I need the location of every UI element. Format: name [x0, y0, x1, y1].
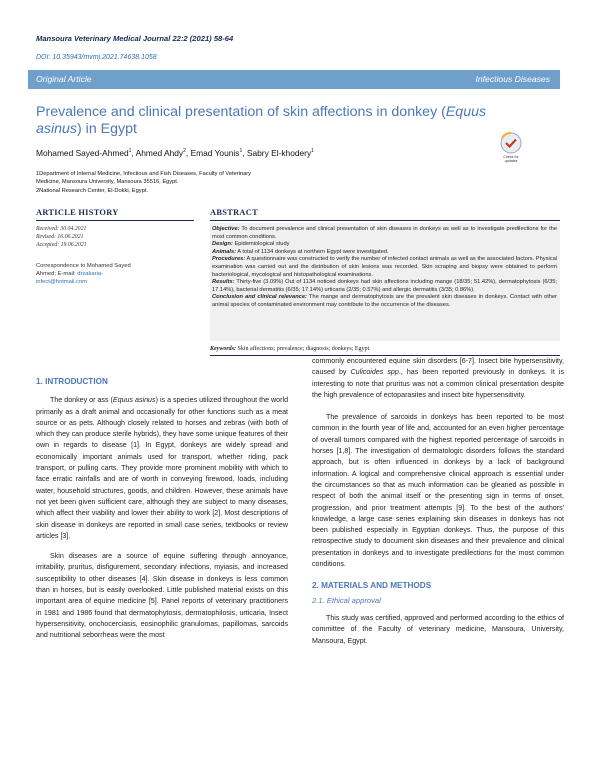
abstract-item: Procedures: A questionnaire was constructed to verify the number of infected contact animals as well as the associated factors. Physical examination was carried out and the distribution of skin lesions was recorded. Skin scraping and biopsy were obtained to perform bacteriological, mycological and histopathological examinations. — [212, 256, 557, 278]
affiliation-line: Medicine, Mansoura University, Mansoura 35516, Egypt. — [36, 179, 179, 186]
abstract-item: Animals: A total of 1134 donkeys at northern Egypt were investigated. — [212, 248, 389, 255]
abstract-heading: ABSTRACT — [210, 208, 259, 217]
affiliation-line: 1Department of Internal Medicine, Infectious and Fish Diseases, Faculty of Veterinary — [36, 171, 251, 177]
left-column — [36, 376, 288, 642]
badge-line-2: updates — [504, 159, 518, 164]
affiliation-line: 2National Research Center, El-Dokki, Egypt. — [36, 187, 148, 194]
abstract-item: Results: Thirty-five (3.09%) Out of 1134 noticed donkeys had skin affections including mange (18/35; 51.42%), dermatophytosis (6/35; 17.14%), bacterial dermatitis (6/35; 17.14%) urticaria (2/35; 0.57%) and allergic dermatitis (3/35; 0.86%). — [212, 279, 557, 293]
page-title: Prevalence and clinical presentation of skin affections in donkey (Equus asinus) in Egypt — [36, 104, 487, 137]
accepted-date: Accepted: 19.06.2021 — [36, 242, 87, 249]
received-date: Received: 30.04.2021 — [36, 226, 87, 232]
abstract-text — [212, 226, 557, 310]
check-for-updates-badge[interactable] — [496, 132, 526, 168]
email-link[interactable]: infect@hotmail.com — [36, 279, 87, 286]
email-link[interactable]: drzakaria- — [77, 271, 104, 278]
article-history — [36, 225, 87, 250]
abstract-item: Conclusion and clinical relevance: The mange and dermatophytosis are the prevalent skin diseases in donkeys. Contact with other animal species of contaminated environment may contribute to the occurrence of the diseases. — [212, 294, 557, 308]
author-name: Ahmed Ahdy — [135, 148, 184, 158]
author-name: Sabry El-khodery — [246, 148, 312, 158]
author-name: Emad Younis — [190, 148, 240, 158]
doi-link[interactable]: DOI: 10.35943/mvmj.2021.74638.1058 — [36, 54, 157, 61]
introduction-heading: 1. INTRODUCTION — [36, 377, 108, 386]
revised-date: Revised: 16.06.2021 — [36, 234, 84, 241]
keywords: Keywords: Skin affections; prevalence; diagnosis; donkeys; Egypt — [210, 346, 370, 352]
article-type-banner — [28, 70, 560, 89]
correspondence: Correspondence to Mohamed Sayed Ahmed; E-mail: drzakaria- infect@hotmail.com — [36, 263, 131, 286]
history-divider — [36, 220, 194, 221]
paragraph: The prevalence of sarcoids in donkeys has been reported to be most common in the fourth year of life and, accounted for an even higher percentage of overall tumors compared with the highest reported percentage of sarcoids in horses [1,8]. The investigation of dermatologic disorders follows the standard approach, but is often influenced in donkeys by a lack of background information. A logical and comprehensive clinical approach is essential under the circumstances so that as much information can be gleaned as possible in respect of both the animal itself or the presenting sign in terms of onset, progression, and prior treatment attempts [9]. To the best of the authors' knowledge, a large case series explaining skin diseases in donkeys has not been published especially in Egyptian donkeys. Thus, the purpose of this retrospective study to document skin diseases and their prevalence and clinical presentation in donkeys and to investigate predilections for the most common conditions. — [312, 413, 564, 569]
article-history-heading: ARTICLE HISTORY — [36, 208, 119, 217]
abstract-item: Design: Epidemiological study — [212, 241, 290, 248]
author-list: Mohamed Sayed-Ahmed$^1$, Ahmed Ahdy$^2$, Emad Younis$^1$, Sabry El-khodery$^1$ — [36, 148, 314, 158]
abstract-item: Objective: To document prevalence and clinical presentation of skin diseases in donkeys as well as to investigate predilections for the most common conditions. — [212, 226, 557, 240]
abstract-divider — [210, 220, 560, 221]
author-name: Mohamed Sayed-Ahmed — [36, 148, 129, 158]
article-type-label: Original Article — [36, 74, 92, 84]
right-column — [312, 356, 564, 647]
methods-heading: 2. MATERIALS AND METHODS — [312, 581, 432, 591]
paragraph: commonly encountered equine skin disorders [6-7]. Insect bite hypersensitivity, caused by Culicoides spp., has been reported previously in donkeys. It is interesting to note that pruritus was not a common clinical presentation despite the high prevalence of ectoparasites and insect bite hypersensitivity. — [312, 357, 565, 399]
journal-citation: Mansoura Veterinary Medical Journal 22:2 (2021) 58-64 — [36, 34, 234, 43]
paragraph: Skin diseases are a source of equine suffering through annoyance, irritability, pruritus, disfigurement, secondary infections, myiasis, and increased susceptibility to other diseases [4]. Skin disease in donkeys is less common than in horses, but is easily overlooked. Little published material exists on this important area of equine medicine [5]. Panel reports of veterinary practitioners in 1981 and 1986 found that dermatophytosis, dermatophilosis, urticaria, Insect hypersensitivity, onchocerciasis, eosinophilic granulomas, papillomas, sarcoids and nutritional seborrheas were the most — [36, 552, 288, 640]
paragraph: The donkey or ass (Equus asinus) is a species utilized throughout the world primarily as a draft animal and occasionally for other functions such as a meat source or as pets. Although closely related to horses and zebras (with both of which they can produce sterile hybrids), they have some unique features of their own in regards to disease [1]. In Egypt, donkeys are widely spread and economically important animals used for transport, whether riding, pack transport, or pulling carts. They provide more prominent mobility with which to face erratic rainfalls and are of worth in conveying firewood, loads, including water, household structures, goods, and children. However, these animals have not yet been given sufficient care, although they are subject to many diseases, which affect their viability and lower their ability to work [2]. Most descriptions of skin disease in donkeys are reported in small case series, textbooks or review articles [3]. — [36, 396, 289, 540]
ethical-approval-heading: 2.1. Ethical approval — [312, 595, 381, 605]
paragraph: This study was certified, approved and performed according to the ethics of committee of the Faculty of veterinary medicine, Mansoura, University, Mansoura, Egypt. — [312, 613, 564, 645]
badge-line-1: Check for — [503, 155, 519, 159]
affiliations — [36, 170, 366, 195]
article-category-label: Infectious Diseases — [475, 74, 550, 84]
